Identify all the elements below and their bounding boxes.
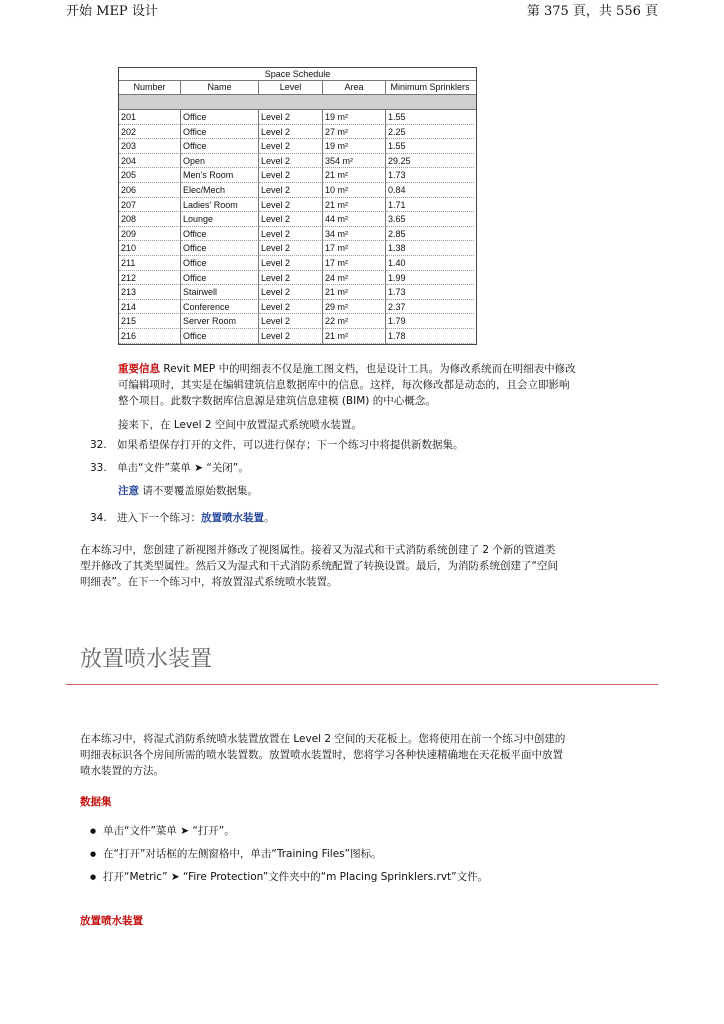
table-cell: Level 2 xyxy=(259,285,323,300)
table-cell: 205 xyxy=(119,168,181,183)
table-cell: Level 2 xyxy=(259,168,323,183)
table-row xyxy=(119,110,476,125)
table-cell: Level 2 xyxy=(259,329,323,344)
table-cell: Men's Room xyxy=(181,168,259,183)
table-cell: Ladies' Room xyxy=(181,198,259,213)
table-row xyxy=(119,314,476,329)
table-cell: 19 m² xyxy=(323,139,386,154)
table-cell: 19 m² xyxy=(323,110,386,125)
column-header: Level xyxy=(259,81,323,94)
table-cell: 44 m² xyxy=(323,212,386,227)
table-cell: 209 xyxy=(119,227,181,242)
table-cell: Server Room xyxy=(181,314,259,329)
note-text: 请不要覆盖原始数据集。 xyxy=(139,485,258,497)
table-row xyxy=(119,125,476,140)
important-line: 整个项目。此数字数据库信息源是建筑信息建模 (BIM) 的中心概念。 xyxy=(118,395,436,407)
intro-line: 明细表标识各个房间所需的喷水装置数。放置喷水装置时，您将学习各种快速精确地在天花板平面中放置 xyxy=(80,749,563,761)
table-cell: 29 m² xyxy=(323,300,386,315)
table-cell: 202 xyxy=(119,125,181,140)
table-cell: 2.25 xyxy=(386,125,474,140)
table-cell: Stairwell xyxy=(181,285,259,300)
table-row xyxy=(119,183,476,198)
table-row xyxy=(119,256,476,271)
table-cell: 1.38 xyxy=(386,241,474,256)
summary-paragraph xyxy=(80,542,660,590)
table-cell: 208 xyxy=(119,212,181,227)
important-line: 可编辑项时，其实是在编辑建筑信息数据库中的信息。这样，每次修改都是动态的，且会立即影响 xyxy=(118,379,570,391)
table-cell: 201 xyxy=(119,110,181,125)
table-cell: Level 2 xyxy=(259,212,323,227)
table-cell: 21 m² xyxy=(323,198,386,213)
table-cell: Office xyxy=(181,271,259,286)
table-cell: Lounge xyxy=(181,212,259,227)
table-row xyxy=(119,300,476,315)
table-row xyxy=(119,329,476,344)
step-number: 32. xyxy=(90,439,107,451)
table-cell: 34 m² xyxy=(323,227,386,242)
table-cell: 1.99 xyxy=(386,271,474,286)
table-cell: Level 2 xyxy=(259,314,323,329)
table-cell: Office xyxy=(181,110,259,125)
schedule-body xyxy=(119,110,476,344)
table-cell: 216 xyxy=(119,329,181,344)
table-cell: Conference xyxy=(181,300,259,315)
summary-line: 在本练习中，您创建了新视图并修改了视图属性。接着又为湿式和干式消防系统创建了 2 个新的管道类 xyxy=(80,544,556,556)
table-cell: Level 2 xyxy=(259,154,323,169)
section-divider xyxy=(66,684,658,685)
table-row xyxy=(119,139,476,154)
table-cell: 2.85 xyxy=(386,227,474,242)
table-cell: 27 m² xyxy=(323,125,386,140)
table-cell: 354 m² xyxy=(323,154,386,169)
column-header: Minimum Sprinklers xyxy=(390,82,470,92)
table-cell: 29.25 xyxy=(386,154,474,169)
space-schedule-table xyxy=(118,67,477,345)
table-row xyxy=(119,241,476,256)
table-cell: Level 2 xyxy=(259,256,323,271)
table-cell: Level 2 xyxy=(259,198,323,213)
table-cell: 206 xyxy=(119,183,181,198)
table-cell: Level 2 xyxy=(259,300,323,315)
table-row xyxy=(119,198,476,213)
table-cell: 3.65 xyxy=(386,212,474,227)
next-step-text: 接来下，在 Level 2 空间中放置湿式系统喷水装置。 xyxy=(118,419,362,431)
table-cell: 17 m² xyxy=(323,241,386,256)
table-cell: 1.78 xyxy=(386,329,474,344)
bullet-item: ● 打开“Metric” ➤ “Fire Protection”文件夹中的“m Placing Sprinklers.rvt”文件。 xyxy=(103,869,488,885)
table-cell: 1.55 xyxy=(386,110,474,125)
step-number: 34. xyxy=(90,512,107,524)
table-cell: 1.73 xyxy=(386,285,474,300)
table-cell: 1.73 xyxy=(386,168,474,183)
intro-paragraph xyxy=(80,731,660,779)
intro-line: 喷水装置的方法。 xyxy=(80,765,164,777)
table-cell: 0.84 xyxy=(386,183,474,198)
table-cell: Level 2 xyxy=(259,271,323,286)
table-cell: Office xyxy=(181,241,259,256)
table-cell: Level 2 xyxy=(259,110,323,125)
table-cell: 17 m² xyxy=(323,256,386,271)
place-sprinklers-heading: 放置喷水装置 xyxy=(80,915,143,927)
table-cell: 21 m² xyxy=(323,329,386,344)
table-row xyxy=(119,154,476,169)
table-cell: 1.40 xyxy=(386,256,474,271)
table-cell: Elec/Mech xyxy=(181,183,259,198)
table-cell: Office xyxy=(181,125,259,140)
table-cell: 21 m² xyxy=(323,285,386,300)
bullet-item: ● 在“打开”对话框的左侧窗格中，单击“Training Files”图标。 xyxy=(103,846,382,862)
schedule-title: Space Schedule xyxy=(119,68,476,81)
table-cell: Office xyxy=(181,329,259,344)
table-cell: 1.55 xyxy=(386,139,474,154)
table-cell: 215 xyxy=(119,314,181,329)
step-text: 单击“文件”菜单 ➤ “关闭”。 xyxy=(117,462,249,474)
table-cell: Office xyxy=(181,227,259,242)
table-cell: 21 m² xyxy=(323,168,386,183)
column-header: Number xyxy=(119,81,181,94)
schedule-header-row xyxy=(119,81,476,95)
table-cell: 213 xyxy=(119,285,181,300)
table-row xyxy=(119,227,476,242)
table-row xyxy=(119,168,476,183)
step-32 xyxy=(90,437,464,453)
table-cell: 24 m² xyxy=(323,271,386,286)
section-title: 放置喷水装置 xyxy=(80,647,213,672)
note xyxy=(118,483,258,499)
table-cell: Level 2 xyxy=(259,241,323,256)
summary-line: 型并修改了其类型属性。然后又为湿式和干式消防系统配置了转换设置。最后，为消防系统创建了“空间 xyxy=(80,560,558,572)
next-exercise-link[interactable]: 放置喷水装置 xyxy=(201,512,264,524)
header-page-number: 第 375 頁，共 556 頁 xyxy=(526,4,658,19)
table-cell: 10 m² xyxy=(323,183,386,198)
table-cell: 204 xyxy=(119,154,181,169)
table-cell: 1.71 xyxy=(386,198,474,213)
table-cell: 210 xyxy=(119,241,181,256)
table-cell: Open xyxy=(181,154,259,169)
important-label: 重要信息 xyxy=(118,363,160,375)
note-label: 注意 xyxy=(118,485,139,497)
column-header: Name xyxy=(181,81,259,94)
important-note xyxy=(118,361,658,409)
table-cell: 214 xyxy=(119,300,181,315)
important-line: Revit MEP 中的明细表不仅是施工图文档，也是设计工具。为修改系统而在明细表中修改 xyxy=(160,363,576,375)
header-left: 开始 MEP 设计 xyxy=(66,4,158,19)
table-cell: Level 2 xyxy=(259,139,323,154)
column-header: Area xyxy=(323,81,386,94)
summary-line: 明细表”。在下一个练习中，将放置湿式系统喷水装置。 xyxy=(80,576,338,588)
table-row xyxy=(119,212,476,227)
table-cell: 207 xyxy=(119,198,181,213)
table-cell: Level 2 xyxy=(259,125,323,140)
table-cell: Office xyxy=(181,139,259,154)
table-row xyxy=(119,285,476,300)
table-cell: 1.79 xyxy=(386,314,474,329)
step-33 xyxy=(90,460,249,476)
table-row xyxy=(119,271,476,286)
step-number: 33. xyxy=(90,462,107,474)
step-end: 。 xyxy=(264,512,275,524)
step-34 xyxy=(90,510,275,526)
table-cell: 22 m² xyxy=(323,314,386,329)
bullet-item: ● 单击“文件”菜单 ➤ “打开”。 xyxy=(103,823,235,839)
intro-line: 在本练习中，将湿式消防系统喷水装置放置在 Level 2 空间的天花板上。您将使用在前一个练习中创建的 xyxy=(80,733,566,745)
table-cell: Office xyxy=(181,256,259,271)
table-cell: 211 xyxy=(119,256,181,271)
table-cell: Level 2 xyxy=(259,183,323,198)
step-text: 如果希望保存打开的文件，可以进行保存；下一个练习中将提供新数据集。 xyxy=(117,439,464,451)
dataset-heading: 数据集 xyxy=(80,796,112,808)
table-cell: Level 2 xyxy=(259,227,323,242)
schedule-group-band xyxy=(119,95,476,110)
table-cell: 212 xyxy=(119,271,181,286)
table-cell: 203 xyxy=(119,139,181,154)
step-text: 进入下一个练习： xyxy=(117,512,201,524)
table-cell: 2.37 xyxy=(386,300,474,315)
